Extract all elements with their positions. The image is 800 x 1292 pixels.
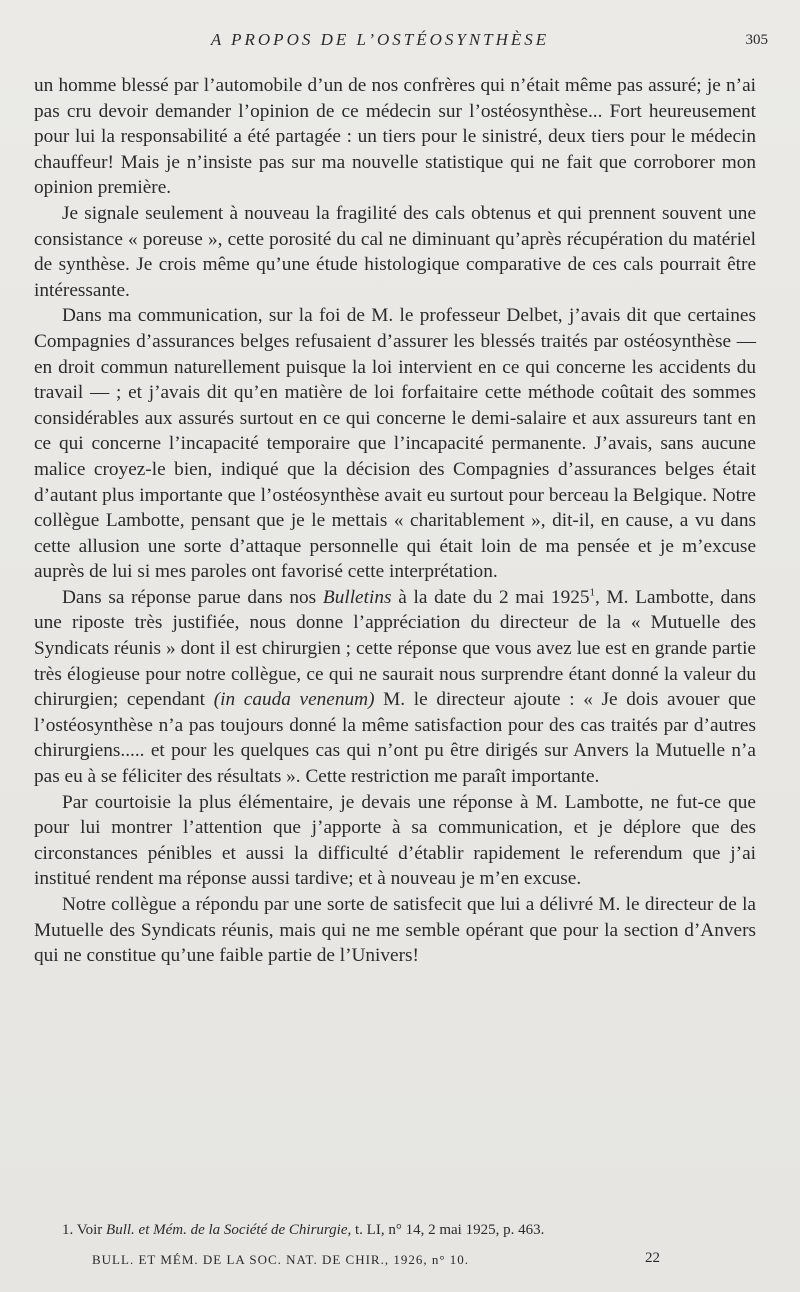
paragraph-6: Notre collègue a répondu par une sorte de satisfecit que lui a délivré M. le directeur de la Mutuelle des Syndicats réunis, mais qui ne me semble opérant que pour la section d’Anvers qui ne constitue qu’une faible partie de l’Univers!	[34, 894, 756, 967]
footnote-marker: 1	[589, 586, 595, 599]
journal-footer: BULL. ET MÉM. DE LA SOC. NAT. DE CHIR., 1926, n° 10.	[92, 1252, 470, 1267]
paragraph-2: Je signale seulement à nouveau la fragilité des cals obtenus et qui prennent souvent une consistance « poreuse », cette porosité du cal ne diminuant qu’après récupération du matériel de synthèse. Je crois même qu’une étude histologique comparative de ces cals pourrait être intéressante.	[34, 202, 756, 301]
footnote-text-b: t. LI, n° 14, 2 mai 1925, p. 463.	[351, 1222, 545, 1238]
footnote-text-a: 1. Voir	[62, 1222, 107, 1238]
footnote-italic: Bull. et Mém. de la Société de Chirurgie,	[106, 1222, 352, 1238]
signature-number: 22	[645, 1250, 660, 1266]
footnote	[62, 1222, 762, 1239]
paragraph-4-text-c: , M. Lambotte, dans une riposte très justifiée, nous donne l’appréciation du directeur de la « Mutuelle des Syndicats réunis » dont il est chirurgien ; cette réponse que vous avez lue est en grande partie très élogieuse pour notre collègue, ce qui ne saurait nous surprendre étant donné la valeur du chirurgien; cependant	[34, 586, 756, 711]
running-head	[0, 28, 800, 54]
paragraph-4-text-b: à la date du 2 mai 1925	[391, 586, 590, 608]
latin-phrase-italic: (in cauda venenum)	[213, 689, 375, 711]
paragraph-5: Par courtoisie la plus élémentaire, je devais une réponse à M. Lambotte, ne fut-ce que pour lui montrer l’attention que j’apporte à sa communication, et je déplore que des circonstances pénibles et aussi la difficulté d’établir rapidement le referendum que j’ai institué rendent ma réponse aussi tardive; et à nouveau je m’en excuse.	[34, 791, 756, 890]
paragraph-1: un homme blessé par l’automobile d’un de nos confrères qui n’était même pas assuré; je n’ai pas cru devoir demander l’opinion de ce médecin sur l’ostéosynthèse... Fort heureusement pour lui la responsabilité a été partagée : un tiers pour le sinistré, deux tiers pour le médecin chauffeur! Mais je n’insiste pas sur ma nouvelle statistique qui ne fait que corroborer mon opinion première.	[34, 75, 756, 199]
body-text	[34, 73, 756, 969]
paragraph-4	[34, 585, 756, 790]
running-head-title: A PROPOS DE L’OSTÉOSYNTHÈSE	[210, 30, 550, 49]
paragraph-4-text-a: Dans sa réponse parue dans nos	[62, 586, 323, 608]
paragraph-4-text-d: M. le directeur ajoute : « Je dois avouer que l’ostéosynthèse n’a pas toujours donné la même satisfaction pour des cas traités par d’autres chirurgiens..... et pour les quelques cas qui n’ont pu être dirigés sur Anvers la Mutuelle n’a pas eu à se féliciter des résultats ». Cette restriction me paraît importante.	[34, 689, 756, 788]
paragraph-3: Dans ma communication, sur la foi de M. le professeur Delbet, j’avais dit que certaines Compagnies d’assurances belges refusaient d’assurer les blessés traités par ostéosynthèse — en droit commun naturellement puisque la loi intervient en ce qui concerne les accidents du travail — ; et j’avais dit qu’en matière de loi forfaitaire cette méthode coûtait des sommes considérables aux assurés surtout en ce qui concerne le demi-salaire et aux assureurs tant en ce qui concerne l’incapacité temporaire que l’incapacité permanente. J’avais, sans aucune malice croyez-le bien, indiqué que la décision des Compagnies d’assurances belges était d’autant plus importante que l’ostéosynthèse avait eu surtout pour berceau la Belgique. Notre collègue Lambotte, pensant que je le mettais « charitablement », dit-il, en cause, a vu dans cette allusion une sorte d’attaque personnelle qui était loin de ma pensée et je m’excuse auprès de lui si mes paroles ont favorisé cette interprétation.	[34, 305, 756, 583]
bulletins-italic: Bulletins	[322, 586, 392, 608]
page-number: 305	[745, 32, 768, 48]
